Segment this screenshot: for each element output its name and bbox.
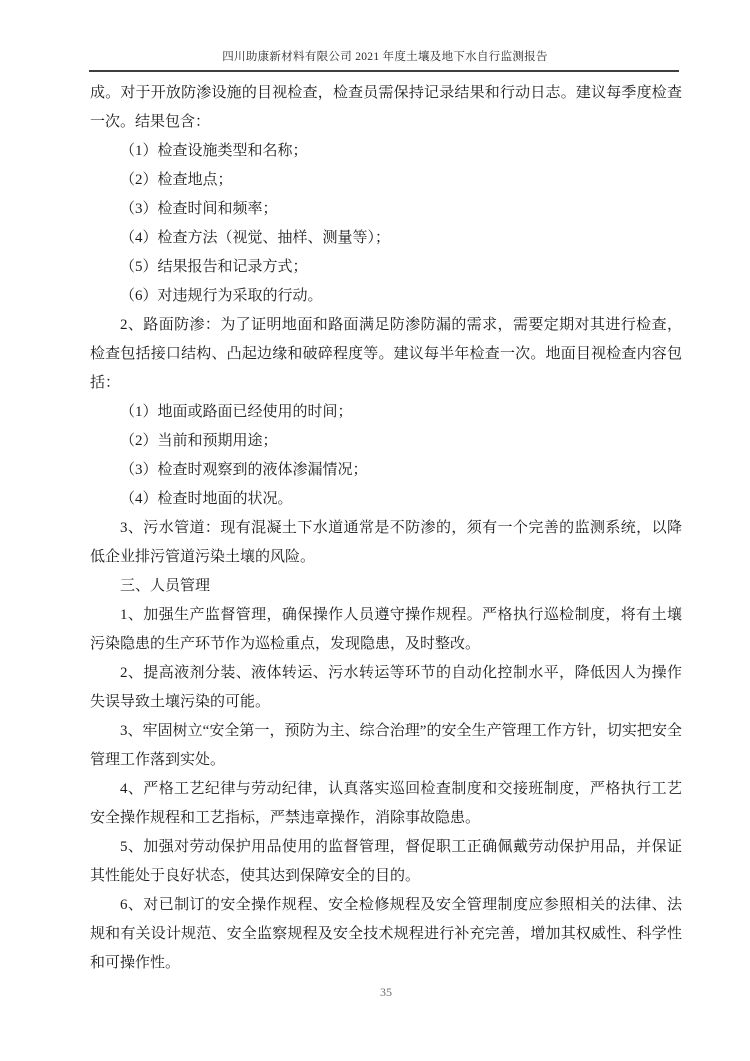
paragraph: 3、污水管道：现有混凝土下水道通常是不防渗的，须有一个完善的监测系统，以降低企业排污管道污染土壤的风险。 — [90, 520, 682, 565]
paragraph: 3、牢固树立“安全第一，预防为主、综合治理”的安全生产管理工作方针，切实把安全管理工作落到实处。 — [90, 723, 682, 768]
paragraph: 2、路面防渗：为了证明地面和路面满足防渗防漏的需求，需要定期对其进行检查，检查包括接口结构、凸起边缘和破碎程度等。建议每半年检查一次。地面目视检查内容包括： — [90, 317, 682, 391]
list-item: （4）检查时地面的状况。 — [120, 491, 293, 507]
page-number: 35 — [380, 985, 392, 999]
paragraph: 4、严格工艺纪律与劳动纪律，认真落实巡回检查制度和交接班制度，严格执行工艺安全操作规程和工艺指标，严禁违章操作，消除事故隐患。 — [90, 781, 682, 826]
list-item: （1）地面或路面已经使用的时间； — [120, 404, 353, 420]
list-item: （2）当前和预期用途； — [120, 433, 278, 449]
list-item: （3）检查时间和频率； — [120, 201, 278, 217]
list-item: （3）检查时观察到的液体渗漏情况； — [120, 462, 368, 478]
paragraph: 成。对于开放防渗设施的目视检查，检查员需保持记录结果和行动日志。建议每季度检查一次。结果包含： — [90, 85, 682, 130]
list-item: （5）结果报告和记录方式； — [120, 259, 308, 275]
list-item: （4）检查方法（视觉、抽样、测量等）； — [120, 230, 391, 246]
paragraph: 5、加强对劳动保护用品使用的监督管理，督促职工正确佩戴劳动保护用品，并保证其性能处于良好状态，使其达到保障安全的目的。 — [90, 839, 682, 884]
paragraph: 1、加强生产监督管理，确保操作人员遵守操作规程。严格执行巡检制度，将有土壤污染隐患的生产环节作为巡检重点，发现隐患，及时整改。 — [90, 607, 682, 652]
header-rule — [89, 70, 679, 72]
list-item: （2）检查地点； — [120, 172, 233, 188]
list-item: （1）检查设施类型和名称； — [120, 143, 308, 159]
report-header-title: 四川助康新材料有限公司 2021 年度土壤及地下水自行监测报告 — [222, 51, 548, 63]
paragraph: 2、提高液剂分装、液体转运、污水转运等环节的自动化控制水平，降低因人为操作失误导致土壤污染的可能。 — [90, 665, 682, 710]
paragraph: 6、对已制订的安全操作规程、安全检修规程及安全管理制度应参照相关的法律、法规和有关设计规范、安全监察规程及安全技术规程进行补充完善，增加其权威性、科学性和可操作性。 — [90, 897, 682, 971]
document-body — [90, 79, 682, 978]
list-item: （6）对违规行为采取的行动。 — [120, 288, 323, 304]
section-heading: 三、人员管理 — [120, 578, 211, 594]
